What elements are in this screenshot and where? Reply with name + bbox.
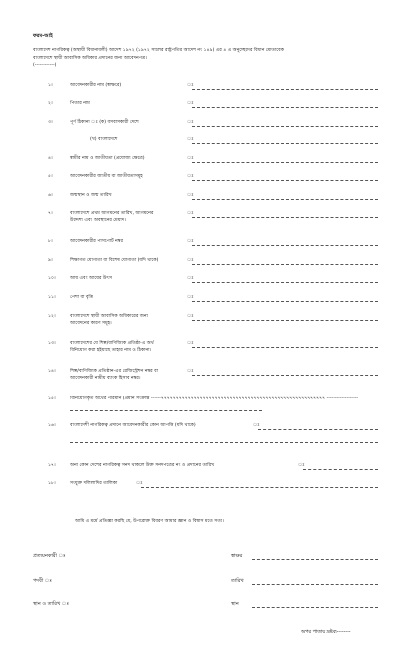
item-16-colon: ঃ: [253, 423, 260, 428]
item-10-colon: ঃ: [187, 276, 194, 281]
item-8-number: ৮।: [48, 239, 53, 244]
item-14-number: ১৪।: [48, 369, 56, 374]
item-3b-field[interactable]: [192, 143, 378, 144]
item-8-label: আবেদনকারীর পাসপোর্ট নম্বর: [70, 239, 124, 244]
date-field[interactable]: [252, 584, 378, 585]
item-12-field[interactable]: [192, 320, 378, 321]
item-1-colon: ঃ: [187, 83, 194, 88]
item-6-field[interactable]: [192, 199, 378, 200]
item-9-colon: ঃ: [187, 258, 194, 263]
item-17-label: অন্য কোন দেশের নাগরিকত্ব সনদ থাকলে উক্ত সনদপত্রের নং ও প্রদানের তারিখ: [70, 463, 215, 468]
item-3b-colon: ঃ: [187, 137, 194, 142]
item-15-field[interactable]: [70, 410, 262, 411]
item-5-colon: ঃ: [187, 174, 194, 179]
item-18-colon: ঃ: [136, 481, 143, 486]
item-17-number: ১৭।: [48, 463, 56, 468]
item-1-label: আবেদনকারীর নাম (স্বাক্ষরে): [70, 83, 122, 88]
intro-line-2: বাংলাদেশে স্থায়ী আবাসিক অধিকার প্রদানের জন্য আবেদনপত্র।: [33, 55, 147, 61]
item-10-label: আয় এবং আয়ের উৎস: [70, 276, 112, 281]
item-3b-label: (খ) বাংলাদেশে: [90, 137, 118, 142]
item-6-colon: ঃ: [187, 193, 194, 198]
date-label: তারিখ: [231, 578, 244, 584]
item-6-label: জন্মস্থান ও জন্ম তারিখ: [70, 193, 112, 198]
item-2-colon: ঃ: [187, 101, 194, 106]
place-field[interactable]: [252, 607, 378, 608]
item-15-text: বিনিয়োগকৃত অর্থের পরিমান (প্রমান সংক্রান্ত ------৭৭৭৭৭৭৭৭৭৭৭৭৭৭৭৭৭৭৭৭৭৭৭৭৭৭৭৭৭৭৭৭৭৭৭৭৭৭৭৭৭৭৭৭৭৭৭৭৭৭৭৭৭৭৭ -------------------: [70, 396, 359, 401]
item-13-colon: ঃ: [187, 341, 194, 346]
item-2-field[interactable]: [192, 107, 378, 108]
item-17-colon: ঃ: [298, 463, 305, 468]
item-7-field[interactable]: [192, 217, 378, 218]
item-10-field[interactable]: [192, 282, 378, 283]
form-title: ফরম-আই: [33, 33, 53, 39]
verifier-label: প্রত্যয়নকারী ঃ: [33, 553, 66, 559]
item-4-label: স্বামীর নাম ও জাতীয়তা (প্রযোজ্য ক্ষেত্রে): [70, 156, 145, 161]
item-3a-colon: ঃ: [187, 120, 194, 125]
item-3-number: ৩।: [48, 120, 53, 125]
item-4-field[interactable]: [192, 162, 378, 163]
item-11-label: পেশা বা বৃত্তি: [70, 295, 93, 300]
item-4-number: ৪।: [48, 156, 53, 161]
item-13-number: ১৩।: [48, 341, 56, 346]
item-16-number: ১৬।: [48, 423, 56, 428]
item-11-number: ১১।: [48, 295, 56, 300]
item-7-colon: ঃ: [187, 211, 194, 216]
item-16-label: বাংলাদেশী নাগরিকত্ব প্রদানে আবেদনকারীর কোন আপত্তি (যদি থাকে): [70, 423, 196, 428]
continued-overleaf-note: অপর পাতায় দ্রষ্টব্য--------: [301, 630, 351, 635]
intro-line-3: (------------): [33, 63, 57, 68]
item-18-field[interactable]: [141, 487, 378, 488]
item-12-label: বাংলাদেশে স্থায়ী আবাসিক অধিকারের জন্য: [70, 314, 148, 319]
item-9-label: শিক্ষাগত যোগ্যতা বা বিশেষ যোগ্যতা (যদি থাকে): [70, 258, 159, 263]
item-15-number: ১৫।: [48, 396, 56, 401]
item-14-label-2: আবেদনকারী নামীয় ব্যাংক হিসাব নম্বর।: [70, 376, 141, 381]
item-7-number: ৭।: [48, 211, 53, 216]
item-18-number: ১৮।: [48, 481, 56, 486]
item-1-number: ১।: [48, 83, 53, 88]
item-2-label: পিতার নাম: [70, 101, 90, 106]
item-14-colon: ঃ: [187, 369, 194, 374]
item-8-field[interactable]: [192, 245, 378, 246]
item-14-label: শিল্প/বাণিজ্যিক প্রতিষ্ঠান-এর রেজিস্ট্রেশন নম্বর বা: [70, 369, 159, 374]
item-17-field[interactable]: [303, 469, 378, 470]
item-16-field[interactable]: [258, 429, 378, 430]
item-10-number: ১০।: [48, 276, 56, 281]
declaration-statement: আমি এ মর্মে প্রতিজ্ঞা করছি যে, উপরোক্ত বিবরণ আমার জ্ঞান ও বিশ্বাস মতে সত্য।: [75, 519, 224, 524]
item-5-label: আবেদনকারীর জাতীয় বা জাতীয়তাসমূহ: [70, 174, 143, 179]
item-6-number: ৬।: [48, 193, 53, 198]
item-9-field[interactable]: [192, 264, 378, 265]
item-14-field[interactable]: [192, 375, 378, 376]
item-13-field[interactable]: [192, 347, 378, 348]
item-12-number: ১২।: [48, 314, 56, 319]
item-13-label-2: বিনিয়োগ করা হইয়াছে তাহার নাম ও ঠিকানা।: [70, 348, 152, 353]
item-18-label: সংযুক্ত দলিলাদির তালিকা: [70, 481, 118, 486]
item-8-colon: ঃ: [187, 239, 194, 244]
form-intro: [33, 48, 378, 71]
item-3a-label: পূর্ণ ঠিকানা ঃ (ক) বসবাসকারী দেশে: [70, 120, 139, 125]
item-4-colon: ঃ: [187, 156, 194, 161]
item-12-colon: ঃ: [187, 314, 194, 319]
place-label: স্থান: [231, 601, 239, 607]
place-date-label: স্থান ও তারিখ ঃ: [33, 601, 70, 607]
item-9-number: ৯।: [48, 258, 53, 263]
item-13-label: বাংলাদেশের যে শিল্প/বাণিজ্যিক প্রতিষ্ঠা-এ অর্থ: [70, 341, 154, 346]
signature-field[interactable]: [252, 559, 378, 560]
item-1-field[interactable]: [192, 89, 378, 90]
item-5-number: ৫।: [48, 174, 53, 179]
item-16-field-2[interactable]: [70, 442, 378, 443]
item-5-field[interactable]: [192, 180, 378, 181]
item-7-label-2: উদ্দেশ্য এবং অবস্থানের মেয়াদ।: [70, 218, 126, 223]
item-12-label-2: আবেদনের কারণ সমূহ।: [70, 321, 112, 326]
item-3a-field[interactable]: [192, 126, 378, 127]
item-2-number: ২।: [48, 101, 53, 106]
signature-label: স্বাক্ষর: [231, 553, 243, 559]
designation-label: পদবী ঃ: [33, 578, 52, 584]
item-11-colon: ঃ: [187, 295, 194, 300]
item-11-field[interactable]: [192, 301, 378, 302]
intro-line-1: বাংলাদেশ নাগরিকত্ব (অস্থায়ী বিধানাবলী) আদেশ ১৯৭২ (১৯৭২ সালের রাষ্ট্রপতির আদেশ নং ১৪৯) এর ৪ এ অনুচ্ছেদের বিধান মোতাবেক: [33, 48, 284, 53]
item-7-label: বাংলাদেশে প্রথম আগমনের তারিখ, আগমনের: [70, 211, 154, 216]
